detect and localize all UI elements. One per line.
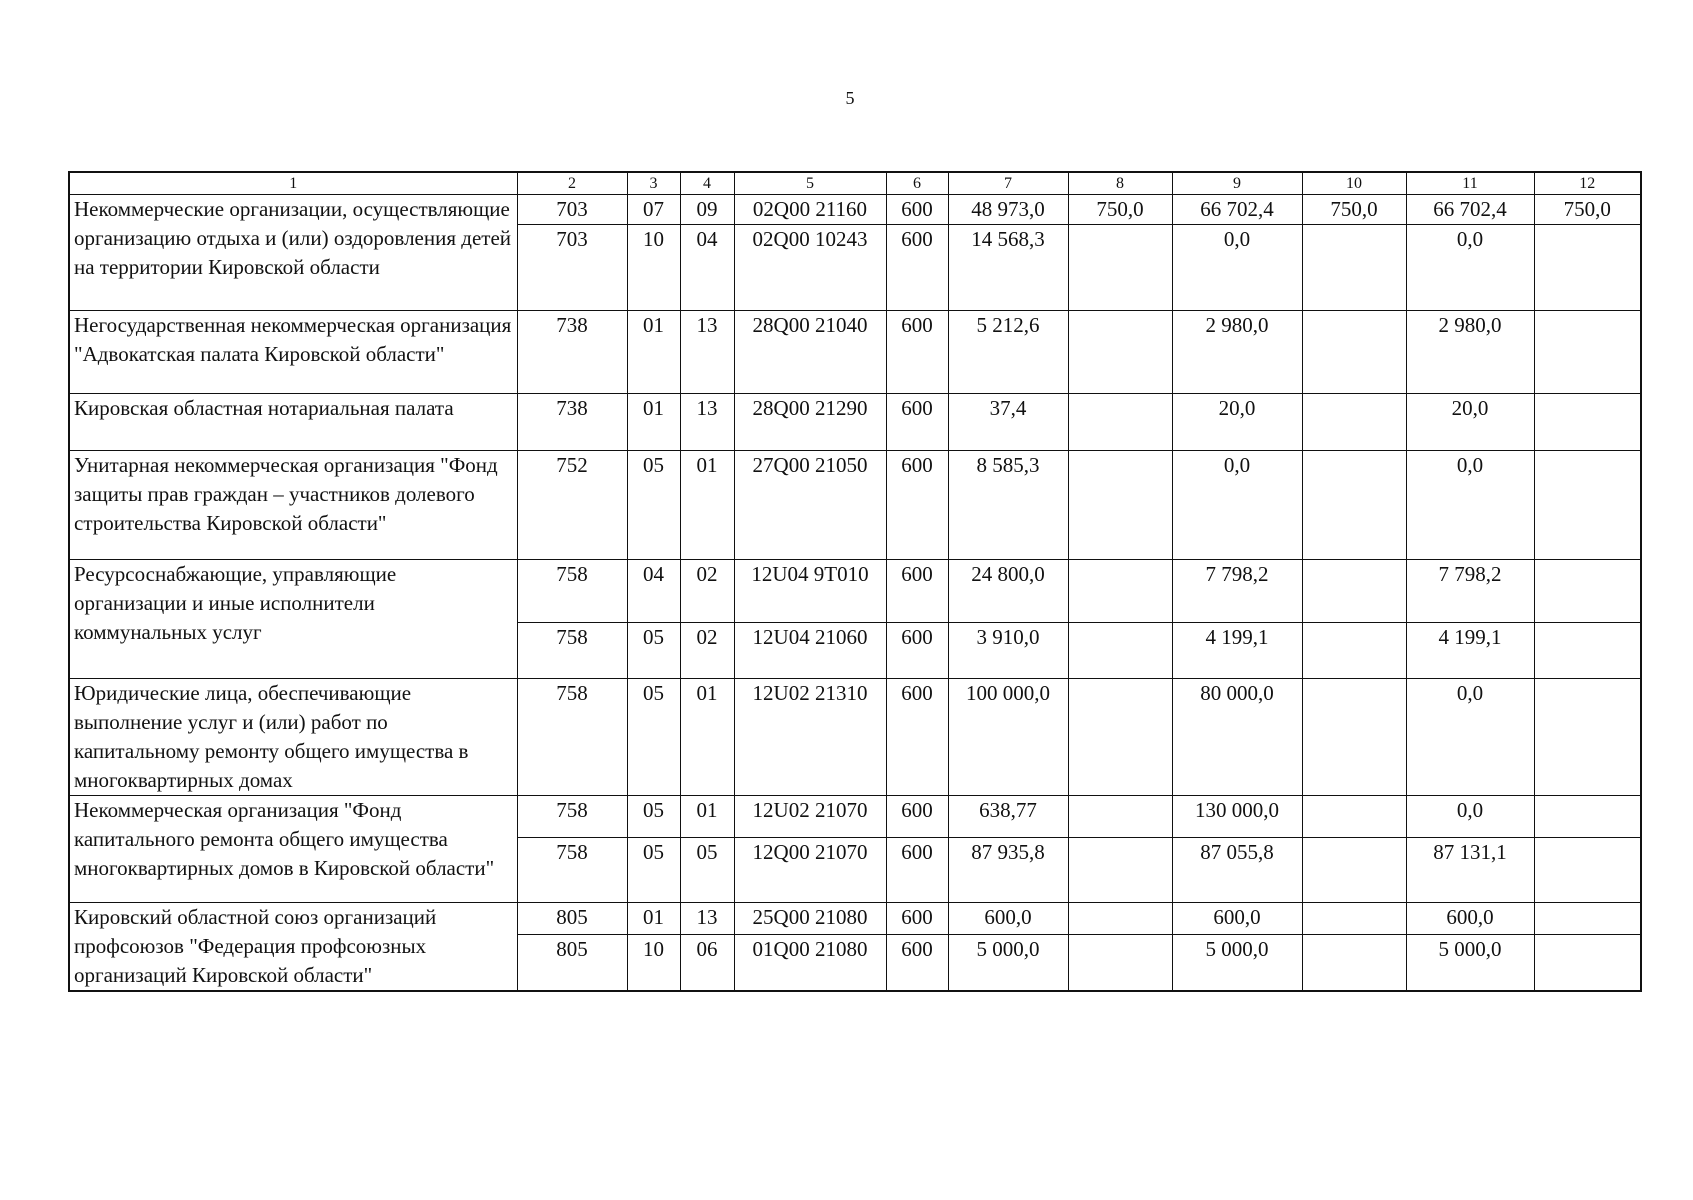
cell-col-8 [1068,623,1172,679]
cell-col-4: 06 [680,934,734,991]
cell-col-8 [1068,311,1172,394]
cell-col-7: 5 000,0 [948,934,1068,991]
cell-col-8 [1068,225,1172,311]
cell-col-11: 7 798,2 [1406,560,1534,623]
cell-col-10 [1302,451,1406,560]
cell-col-5: 02Q00 21160 [734,195,886,225]
cell-col-7: 3 910,0 [948,623,1068,679]
cell-col-4: 02 [680,623,734,679]
cell-col-4: 13 [680,311,734,394]
cell-col-11: 87 131,1 [1406,838,1534,903]
column-header-10: 10 [1302,172,1406,195]
cell-col-8: 750,0 [1068,195,1172,225]
column-header-2: 2 [517,172,627,195]
cell-col-7: 638,77 [948,796,1068,838]
cell-col-7: 5 212,6 [948,311,1068,394]
cell-col-12 [1534,311,1641,394]
cell-col-2: 805 [517,903,627,935]
cell-col-3: 05 [627,679,680,796]
cell-col-4: 05 [680,838,734,903]
cell-col-5: 27Q00 21050 [734,451,886,560]
cell-col-7: 48 973,0 [948,195,1068,225]
cell-col-7: 8 585,3 [948,451,1068,560]
cell-col-8 [1068,903,1172,935]
cell-col-12 [1534,451,1641,560]
cell-col-12 [1534,394,1641,451]
cell-col-6: 600 [886,796,948,838]
cell-col-9: 80 000,0 [1172,679,1302,796]
column-header-6: 6 [886,172,948,195]
cell-col-9: 20,0 [1172,394,1302,451]
table-row [69,451,1641,560]
cell-col-2: 703 [517,225,627,311]
cell-col-10 [1302,838,1406,903]
cell-col-8 [1068,838,1172,903]
cell-col-5: 01Q00 21080 [734,934,886,991]
cell-col-12 [1534,679,1641,796]
cell-col-11: 0,0 [1406,679,1534,796]
cell-col-12 [1534,796,1641,838]
cell-col-6: 600 [886,225,948,311]
cell-col-9: 87 055,8 [1172,838,1302,903]
cell-col-10 [1302,679,1406,796]
cell-col-12: 750,0 [1534,195,1641,225]
cell-col-12 [1534,934,1641,991]
cell-col-4: 04 [680,225,734,311]
column-header-5: 5 [734,172,886,195]
cell-col-12 [1534,903,1641,935]
cell-col-4: 01 [680,451,734,560]
cell-col-8 [1068,394,1172,451]
cell-col-2: 758 [517,560,627,623]
cell-col-10 [1302,796,1406,838]
cell-col-3: 01 [627,311,680,394]
cell-col-6: 600 [886,451,948,560]
cell-col-4: 13 [680,394,734,451]
organization-name: Кировский областной союз организаций профсоюзов "Федерация профсоюзных организаций Кировской области" [69,903,517,992]
organization-name: Негосударственная некоммерческая организация "Адвокатская палата Кировской области" [69,311,517,394]
cell-col-11: 4 199,1 [1406,623,1534,679]
cell-col-9: 2 980,0 [1172,311,1302,394]
organization-name: Ресурсоснабжающие, управляющие организации и иные исполнители коммунальных услуг [69,560,517,679]
cell-col-6: 600 [886,934,948,991]
column-header-11: 11 [1406,172,1534,195]
cell-col-4: 01 [680,796,734,838]
cell-col-5: 12U04 9T010 [734,560,886,623]
column-header-4: 4 [680,172,734,195]
cell-col-10 [1302,903,1406,935]
organization-name: Некоммерческая организация "Фонд капитального ремонта общего имущества многоквартирных домов в Кировской области" [69,796,517,903]
cell-col-9: 7 798,2 [1172,560,1302,623]
table-row [69,903,1641,935]
table-row [69,796,1641,838]
column-header-9: 9 [1172,172,1302,195]
cell-col-10: 750,0 [1302,195,1406,225]
organization-name: Юридические лица, обеспечивающие выполнение услуг и (или) работ по капитальному ремонту общего имущества в многоквартирных домах [69,679,517,796]
cell-col-5: 12Q00 21070 [734,838,886,903]
column-header-7: 7 [948,172,1068,195]
cell-col-12 [1534,560,1641,623]
cell-col-6: 600 [886,394,948,451]
cell-col-9: 130 000,0 [1172,796,1302,838]
cell-col-11: 2 980,0 [1406,311,1534,394]
cell-col-6: 600 [886,311,948,394]
cell-col-5: 28Q00 21040 [734,311,886,394]
cell-col-12 [1534,623,1641,679]
cell-col-3: 05 [627,451,680,560]
cell-col-5: 28Q00 21290 [734,394,886,451]
organization-name: Унитарная некоммерческая организация "Фонд защиты прав граждан – участников долевого строительства Кировской области" [69,451,517,560]
cell-col-5: 02Q00 10243 [734,225,886,311]
cell-col-7: 14 568,3 [948,225,1068,311]
cell-col-8 [1068,796,1172,838]
cell-col-3: 01 [627,903,680,935]
cell-col-7: 24 800,0 [948,560,1068,623]
cell-col-3: 05 [627,796,680,838]
cell-col-11: 0,0 [1406,225,1534,311]
cell-col-2: 758 [517,796,627,838]
cell-col-3: 05 [627,623,680,679]
cell-col-9: 600,0 [1172,903,1302,935]
organization-name: Кировская областная нотариальная палата [69,394,517,451]
organization-name: Некоммерческие организации, осуществляющие организацию отдыха и (или) оздоровления детей на территории Кировской области [69,195,517,311]
cell-col-5: 25Q00 21080 [734,903,886,935]
cell-col-11: 0,0 [1406,451,1534,560]
table-body [69,195,1641,992]
cell-col-11: 600,0 [1406,903,1534,935]
table-row [69,394,1641,451]
cell-col-11: 0,0 [1406,796,1534,838]
cell-col-5: 12U04 21060 [734,623,886,679]
cell-col-7: 87 935,8 [948,838,1068,903]
cell-col-10 [1302,394,1406,451]
cell-col-9: 4 199,1 [1172,623,1302,679]
cell-col-2: 758 [517,623,627,679]
cell-col-10 [1302,560,1406,623]
cell-col-4: 13 [680,903,734,935]
cell-col-7: 600,0 [948,903,1068,935]
cell-col-6: 600 [886,195,948,225]
cell-col-4: 09 [680,195,734,225]
cell-col-2: 758 [517,679,627,796]
cell-col-7: 37,4 [948,394,1068,451]
cell-col-6: 600 [886,560,948,623]
cell-col-6: 600 [886,679,948,796]
cell-col-12 [1534,838,1641,903]
cell-col-11: 5 000,0 [1406,934,1534,991]
table-row [69,195,1641,225]
cell-col-2: 738 [517,394,627,451]
cell-col-6: 600 [886,623,948,679]
cell-col-9: 0,0 [1172,451,1302,560]
cell-col-6: 600 [886,838,948,903]
cell-col-10 [1302,225,1406,311]
cell-col-12 [1534,225,1641,311]
cell-col-11: 66 702,4 [1406,195,1534,225]
cell-col-4: 02 [680,560,734,623]
table-row [69,679,1641,796]
cell-col-2: 805 [517,934,627,991]
column-header-1: 1 [69,172,517,195]
cell-col-3: 07 [627,195,680,225]
column-header-8: 8 [1068,172,1172,195]
table-row [69,560,1641,623]
cell-col-7: 100 000,0 [948,679,1068,796]
column-header-12: 12 [1534,172,1641,195]
cell-col-8 [1068,934,1172,991]
cell-col-2: 703 [517,195,627,225]
cell-col-9: 66 702,4 [1172,195,1302,225]
cell-col-6: 600 [886,903,948,935]
budget-table [68,171,1642,992]
cell-col-10 [1302,311,1406,394]
cell-col-10 [1302,934,1406,991]
cell-col-2: 758 [517,838,627,903]
cell-col-8 [1068,451,1172,560]
cell-col-5: 12U02 21070 [734,796,886,838]
cell-col-9: 0,0 [1172,225,1302,311]
page-number: 5 [845,88,855,108]
cell-col-9: 5 000,0 [1172,934,1302,991]
cell-col-3: 01 [627,394,680,451]
column-number-header [69,172,1641,195]
cell-col-3: 05 [627,838,680,903]
cell-col-3: 04 [627,560,680,623]
column-header-3: 3 [627,172,680,195]
cell-col-8 [1068,560,1172,623]
cell-col-3: 10 [627,934,680,991]
cell-col-4: 01 [680,679,734,796]
cell-col-8 [1068,679,1172,796]
cell-col-2: 738 [517,311,627,394]
cell-col-3: 10 [627,225,680,311]
cell-col-5: 12U02 21310 [734,679,886,796]
cell-col-2: 752 [517,451,627,560]
cell-col-10 [1302,623,1406,679]
table-row [69,311,1641,394]
cell-col-11: 20,0 [1406,394,1534,451]
